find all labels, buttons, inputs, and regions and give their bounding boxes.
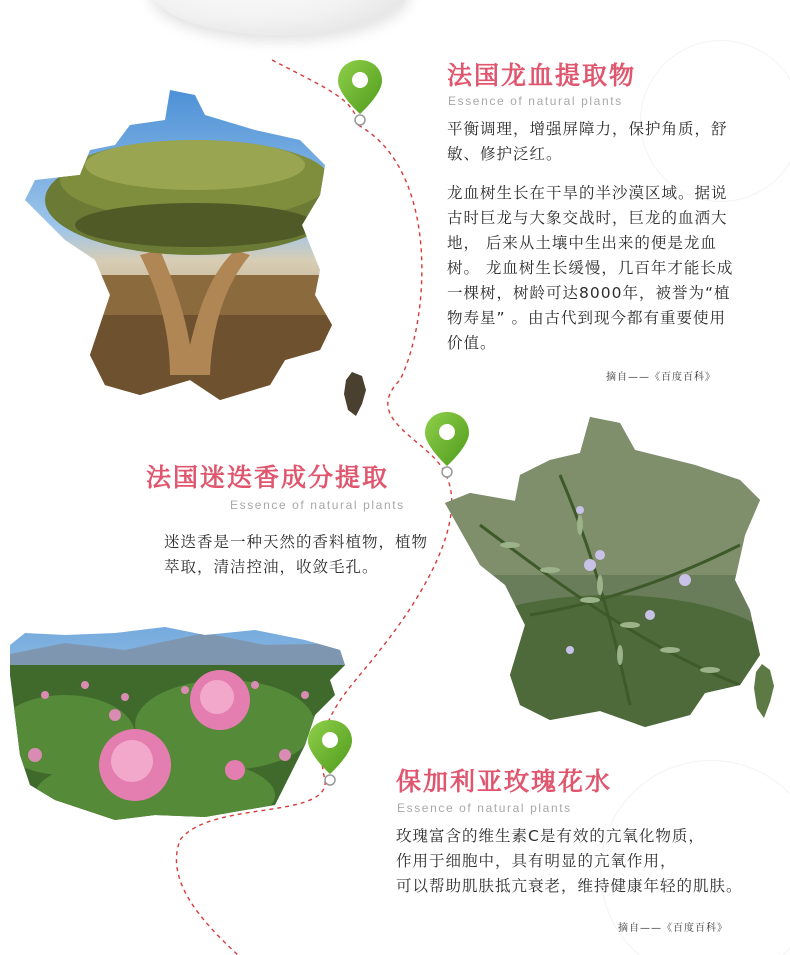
paragraph: 可以帮助肌肤抵亢衰老，维持健康年轻的肌肤。 bbox=[396, 877, 743, 895]
section-title: 法国迷迭香成分提取 bbox=[146, 463, 390, 492]
citation: 摘自——《百度百科》 bbox=[618, 923, 728, 934]
section-description bbox=[164, 530, 439, 580]
map-pin-icon bbox=[335, 58, 385, 126]
section-title: 保加利亚玫瑰花水 bbox=[396, 767, 613, 796]
section-subtitle: Essence of natural plants bbox=[448, 94, 623, 108]
section-description bbox=[396, 824, 781, 899]
paragraph: 作用于细胞中，具有明显的亢氧作用， bbox=[396, 852, 677, 870]
map-pin-icon bbox=[305, 718, 355, 786]
rose-field-image bbox=[5, 605, 350, 825]
paragraph: 平衡调理，增强屏障力，保护角质，舒敏、修护泛红。 bbox=[447, 120, 728, 163]
rosemary-image bbox=[440, 415, 785, 730]
paragraph: 玫瑰富含的维生素C是有效的亢氧化物质， bbox=[396, 827, 705, 845]
paragraph: 龙血树生长在干旱的半沙漠区域。据说古时巨龙与大象交战时，巨龙的血洒大地， 后来从土壤中生出来的便是龙血树。 龙血树生长缓慢，几百年才能长成一棵树，树龄可达8000年，被誉为“植物寿星” 。由古代到现今都有重要使用价值。 bbox=[447, 184, 734, 352]
section-subtitle: Essence of natural plants bbox=[230, 498, 405, 512]
paragraph: 迷迭香是一种天然的香料植物，植物萃取，清洁控油，收敛毛孔。 bbox=[164, 533, 429, 576]
section-subtitle: Essence of natural plants bbox=[397, 801, 572, 815]
section-description bbox=[447, 117, 737, 356]
corsica-island-shape bbox=[752, 662, 776, 722]
corsica-island-shape bbox=[340, 370, 370, 420]
section-title: 法国龙血提取物 bbox=[447, 61, 637, 90]
citation: 摘自——《百度百科》 bbox=[606, 372, 716, 383]
dragon-tree-image bbox=[20, 85, 340, 405]
